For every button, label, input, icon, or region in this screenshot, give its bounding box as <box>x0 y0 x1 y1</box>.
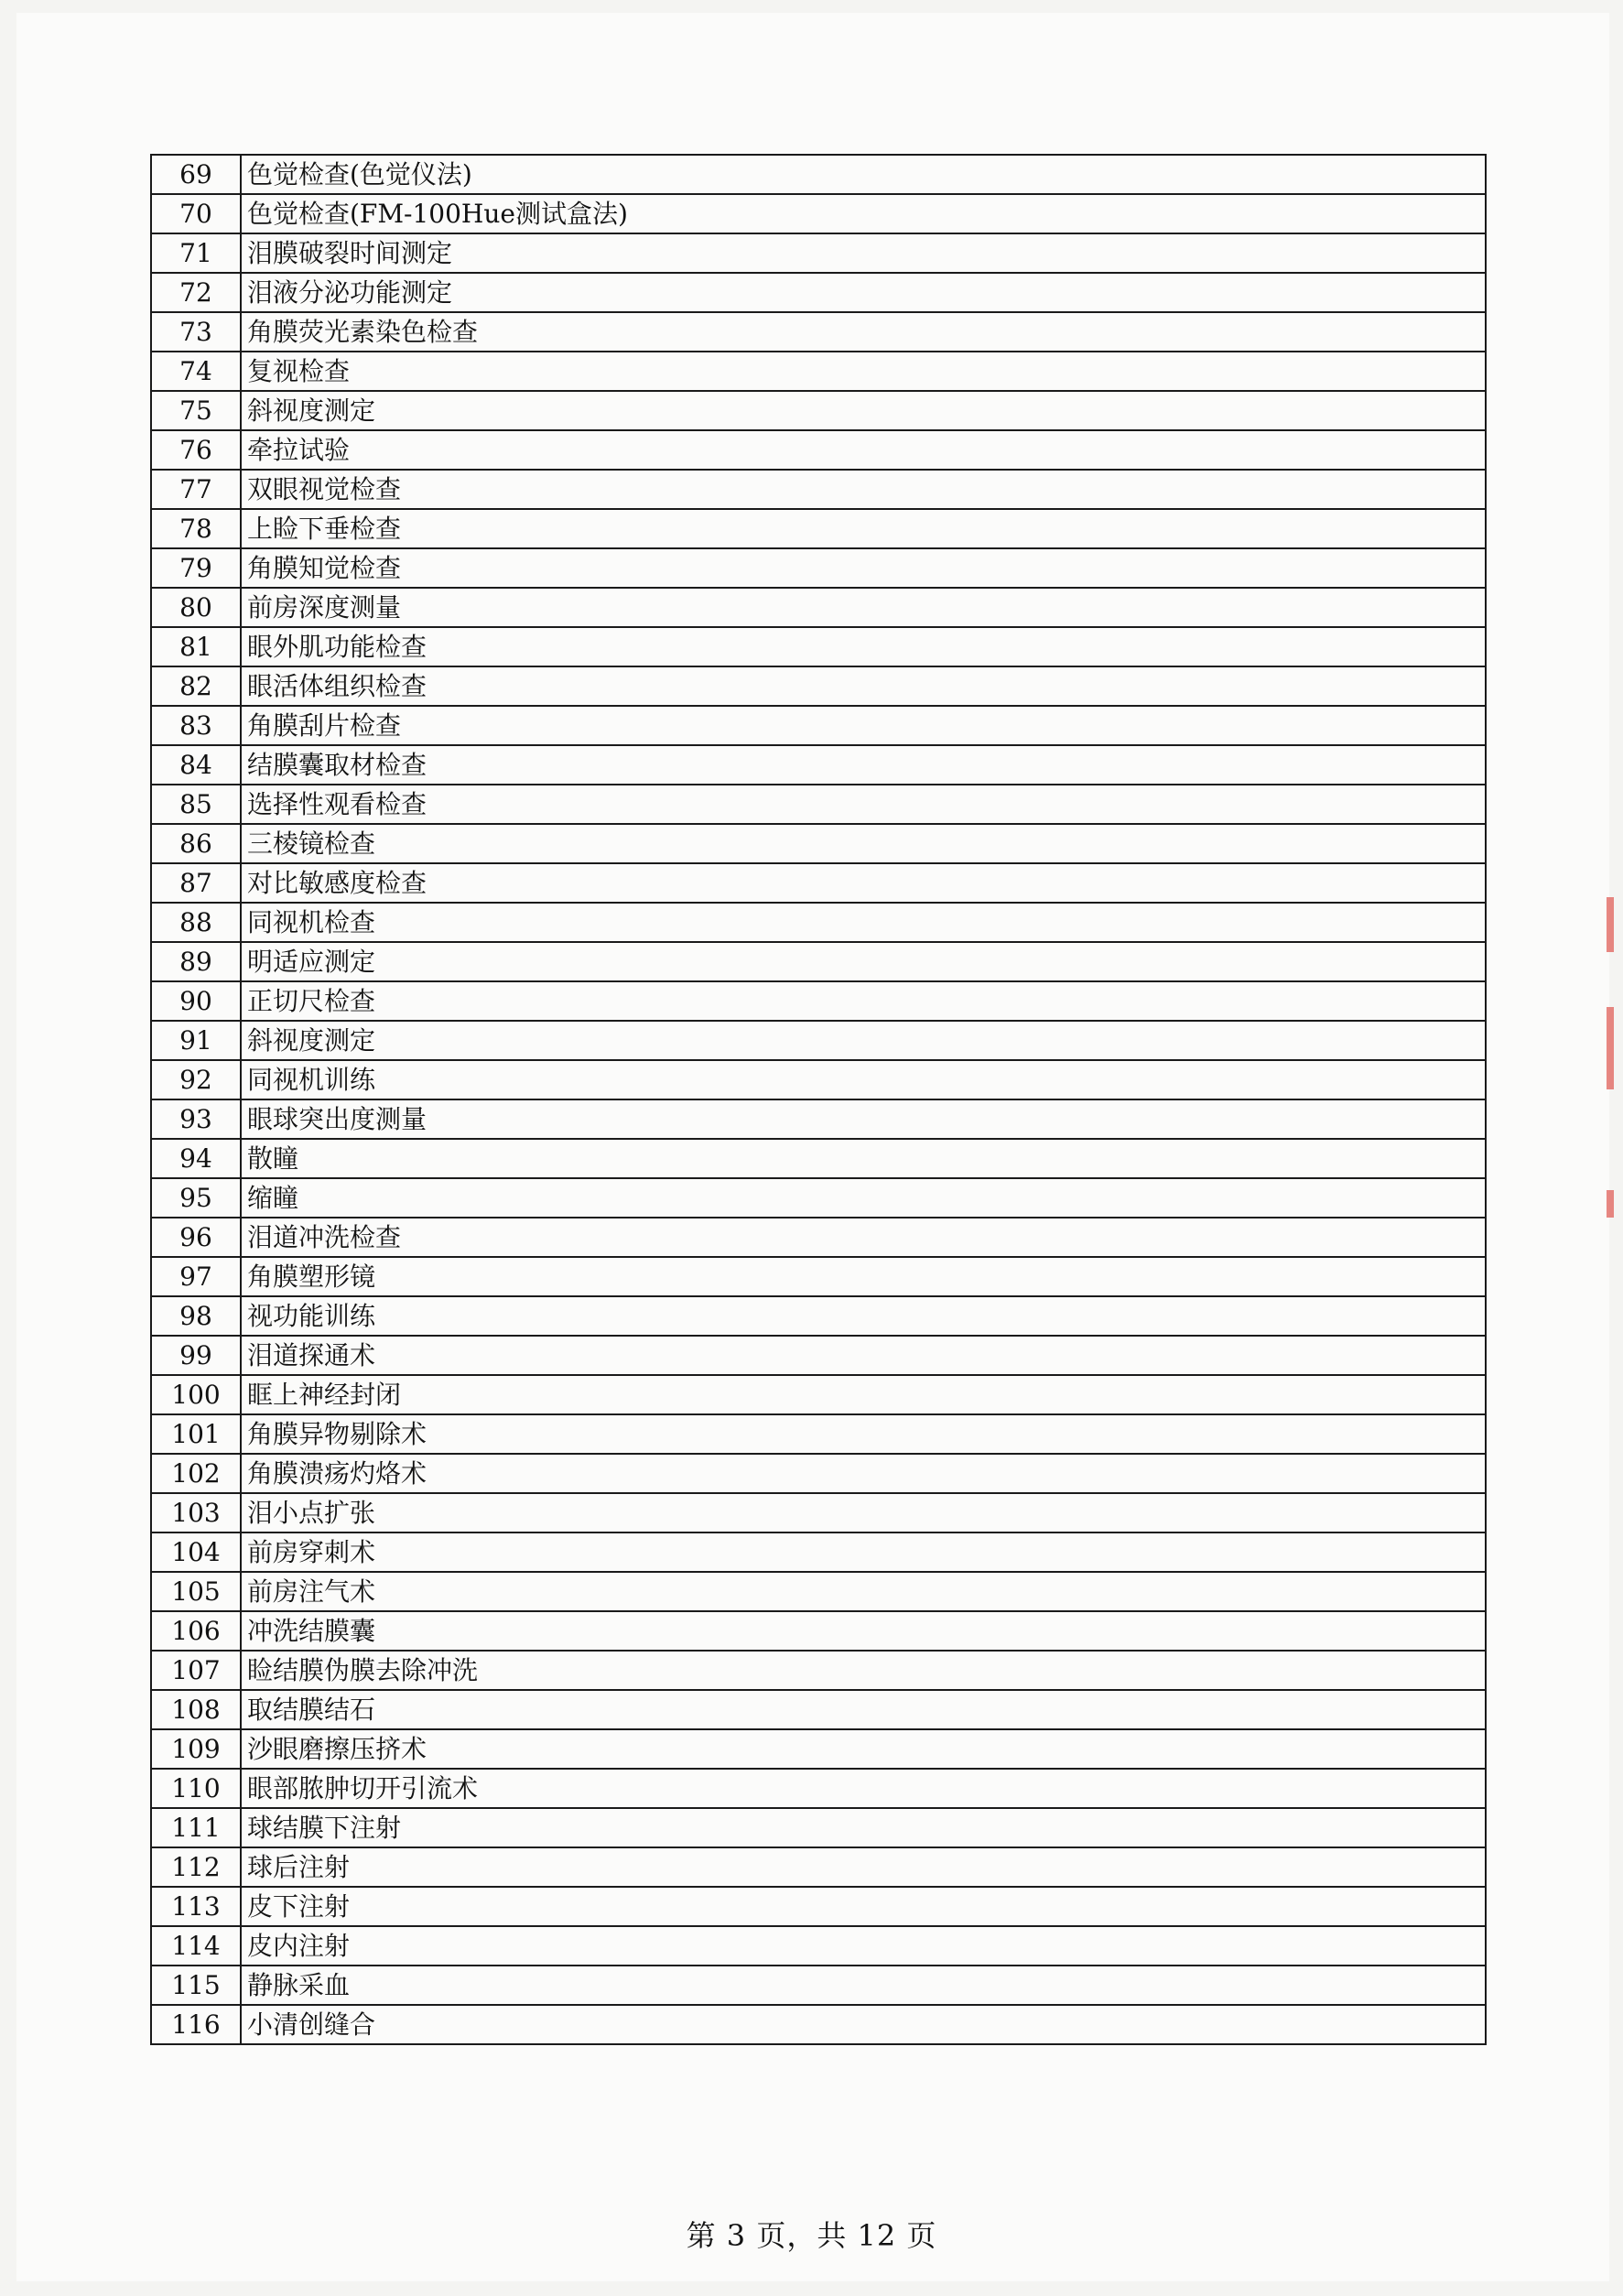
procedure-name: 复视检查 <box>241 352 1486 391</box>
table-row <box>151 1729 1486 1769</box>
table-row <box>151 1178 1486 1218</box>
procedure-name: 斜视度测定 <box>241 391 1486 430</box>
row-number: 101 <box>151 1414 241 1454</box>
table-row <box>151 352 1486 391</box>
row-number: 105 <box>151 1572 241 1611</box>
table-row <box>151 903 1486 942</box>
procedure-name: 牵拉试验 <box>241 430 1486 470</box>
table-row <box>151 627 1486 666</box>
procedure-name: 双眼视觉检查 <box>241 470 1486 509</box>
procedure-name: 明适应测定 <box>241 942 1486 981</box>
procedure-name: 皮内注射 <box>241 1926 1486 1966</box>
table-row <box>151 824 1486 863</box>
row-number: 98 <box>151 1296 241 1336</box>
row-number: 102 <box>151 1454 241 1493</box>
table-row <box>151 981 1486 1021</box>
row-number: 74 <box>151 352 241 391</box>
procedure-name: 散瞳 <box>241 1139 1486 1178</box>
procedure-name: 斜视度测定 <box>241 1021 1486 1060</box>
row-number: 97 <box>151 1257 241 1296</box>
table-row <box>151 155 1486 194</box>
table-row <box>151 1651 1486 1690</box>
procedure-name: 角膜荧光素染色检查 <box>241 312 1486 352</box>
row-number: 107 <box>151 1651 241 1690</box>
row-number: 84 <box>151 745 241 785</box>
table-row <box>151 1847 1486 1887</box>
table-row <box>151 548 1486 588</box>
table-row <box>151 1257 1486 1296</box>
row-number: 81 <box>151 627 241 666</box>
table-row <box>151 233 1486 273</box>
table-row <box>151 588 1486 627</box>
row-number: 114 <box>151 1926 241 1966</box>
procedure-name: 同视机检查 <box>241 903 1486 942</box>
procedure-name: 视功能训练 <box>241 1296 1486 1336</box>
row-number: 89 <box>151 942 241 981</box>
row-number: 93 <box>151 1099 241 1139</box>
table-row <box>151 666 1486 706</box>
row-number: 115 <box>151 1966 241 2005</box>
table-row <box>151 391 1486 430</box>
row-number: 116 <box>151 2005 241 2044</box>
table-row <box>151 1021 1486 1060</box>
procedure-name: 角膜刮片检查 <box>241 706 1486 745</box>
row-number: 76 <box>151 430 241 470</box>
row-number: 99 <box>151 1336 241 1375</box>
table-row <box>151 1572 1486 1611</box>
row-number: 108 <box>151 1690 241 1729</box>
table-row <box>151 1139 1486 1178</box>
procedure-name: 取结膜结石 <box>241 1690 1486 1729</box>
table-row <box>151 1296 1486 1336</box>
procedure-name: 角膜塑形镜 <box>241 1257 1486 1296</box>
procedure-name: 三棱镜检查 <box>241 824 1486 863</box>
procedure-name: 皮下注射 <box>241 1887 1486 1926</box>
procedure-name: 眼部脓肿切开引流术 <box>241 1769 1486 1808</box>
row-number: 112 <box>151 1847 241 1887</box>
row-number: 106 <box>151 1611 241 1651</box>
table-row <box>151 863 1486 903</box>
table-row <box>151 430 1486 470</box>
procedure-name: 前房注气术 <box>241 1572 1486 1611</box>
procedure-name: 泪道探通术 <box>241 1336 1486 1375</box>
table-row <box>151 1611 1486 1651</box>
seal-stamp-fragment <box>1605 897 1618 1227</box>
table-row <box>151 1336 1486 1375</box>
row-number: 72 <box>151 273 241 312</box>
row-number: 83 <box>151 706 241 745</box>
procedure-table <box>150 154 1487 2045</box>
procedure-name: 正切尺检查 <box>241 981 1486 1021</box>
table-row <box>151 745 1486 785</box>
procedure-name: 角膜知觉检查 <box>241 548 1486 588</box>
procedure-name: 小清创缝合 <box>241 2005 1486 2044</box>
procedure-name: 睑结膜伪膜去除冲洗 <box>241 1651 1486 1690</box>
table-row <box>151 1966 1486 2005</box>
procedure-name: 冲洗结膜囊 <box>241 1611 1486 1651</box>
table-row <box>151 1060 1486 1099</box>
row-number: 73 <box>151 312 241 352</box>
row-number: 85 <box>151 785 241 824</box>
table-row <box>151 1218 1486 1257</box>
row-number: 91 <box>151 1021 241 1060</box>
row-number: 86 <box>151 824 241 863</box>
procedure-name: 泪小点扩张 <box>241 1493 1486 1532</box>
procedure-name: 沙眼磨擦压挤术 <box>241 1729 1486 1769</box>
table-row <box>151 1769 1486 1808</box>
row-number: 75 <box>151 391 241 430</box>
table-row <box>151 1414 1486 1454</box>
procedure-name: 眶上神经封闭 <box>241 1375 1486 1414</box>
procedure-name: 泪膜破裂时间测定 <box>241 233 1486 273</box>
row-number: 103 <box>151 1493 241 1532</box>
table-row <box>151 194 1486 233</box>
table-row <box>151 1690 1486 1729</box>
procedure-name: 同视机训练 <box>241 1060 1486 1099</box>
row-number: 69 <box>151 155 241 194</box>
procedure-name: 泪液分泌功能测定 <box>241 273 1486 312</box>
procedure-name: 结膜囊取材检查 <box>241 745 1486 785</box>
row-number: 109 <box>151 1729 241 1769</box>
row-number: 71 <box>151 233 241 273</box>
table-row <box>151 1375 1486 1414</box>
table-row <box>151 1887 1486 1926</box>
table-row <box>151 2005 1486 2044</box>
procedure-name: 色觉检查(FM-100Hue测试盒法) <box>241 194 1486 233</box>
procedure-name: 泪道冲洗检查 <box>241 1218 1486 1257</box>
table-row <box>151 706 1486 745</box>
procedure-name: 色觉检查(色觉仪法) <box>241 155 1486 194</box>
row-number: 104 <box>151 1532 241 1572</box>
procedure-name: 球结膜下注射 <box>241 1808 1486 1847</box>
table-row <box>151 312 1486 352</box>
table-row <box>151 1454 1486 1493</box>
row-number: 79 <box>151 548 241 588</box>
procedure-name: 眼外肌功能检查 <box>241 627 1486 666</box>
row-number: 92 <box>151 1060 241 1099</box>
row-number: 96 <box>151 1218 241 1257</box>
procedure-name: 前房深度测量 <box>241 588 1486 627</box>
row-number: 90 <box>151 981 241 1021</box>
table-row <box>151 1808 1486 1847</box>
row-number: 88 <box>151 903 241 942</box>
row-number: 100 <box>151 1375 241 1414</box>
row-number: 70 <box>151 194 241 233</box>
procedure-name: 眼活体组织检查 <box>241 666 1486 706</box>
table-row <box>151 1493 1486 1532</box>
row-number: 94 <box>151 1139 241 1178</box>
row-number: 87 <box>151 863 241 903</box>
procedure-name: 缩瞳 <box>241 1178 1486 1218</box>
row-number: 111 <box>151 1808 241 1847</box>
procedure-name: 上睑下垂检查 <box>241 509 1486 548</box>
procedure-name: 对比敏感度检查 <box>241 863 1486 903</box>
row-number: 80 <box>151 588 241 627</box>
procedure-name: 角膜异物剔除术 <box>241 1414 1486 1454</box>
table-body <box>151 155 1486 2044</box>
row-number: 78 <box>151 509 241 548</box>
procedure-name: 选择性观看检查 <box>241 785 1486 824</box>
table-row <box>151 1532 1486 1572</box>
row-number: 95 <box>151 1178 241 1218</box>
table-row <box>151 1926 1486 1966</box>
table-row <box>151 470 1486 509</box>
procedure-name: 前房穿刺术 <box>241 1532 1486 1572</box>
table-row <box>151 273 1486 312</box>
row-number: 77 <box>151 470 241 509</box>
row-number: 110 <box>151 1769 241 1808</box>
table-row <box>151 942 1486 981</box>
page-footer: 第 3 页，共 12 页 <box>686 2218 937 2253</box>
procedure-name: 角膜溃疡灼烙术 <box>241 1454 1486 1493</box>
procedure-name: 眼球突出度测量 <box>241 1099 1486 1139</box>
procedure-name: 静脉采血 <box>241 1966 1486 2005</box>
row-number: 82 <box>151 666 241 706</box>
row-number: 113 <box>151 1887 241 1926</box>
table-row <box>151 785 1486 824</box>
procedure-name: 球后注射 <box>241 1847 1486 1887</box>
table-row <box>151 1099 1486 1139</box>
table-row <box>151 509 1486 548</box>
